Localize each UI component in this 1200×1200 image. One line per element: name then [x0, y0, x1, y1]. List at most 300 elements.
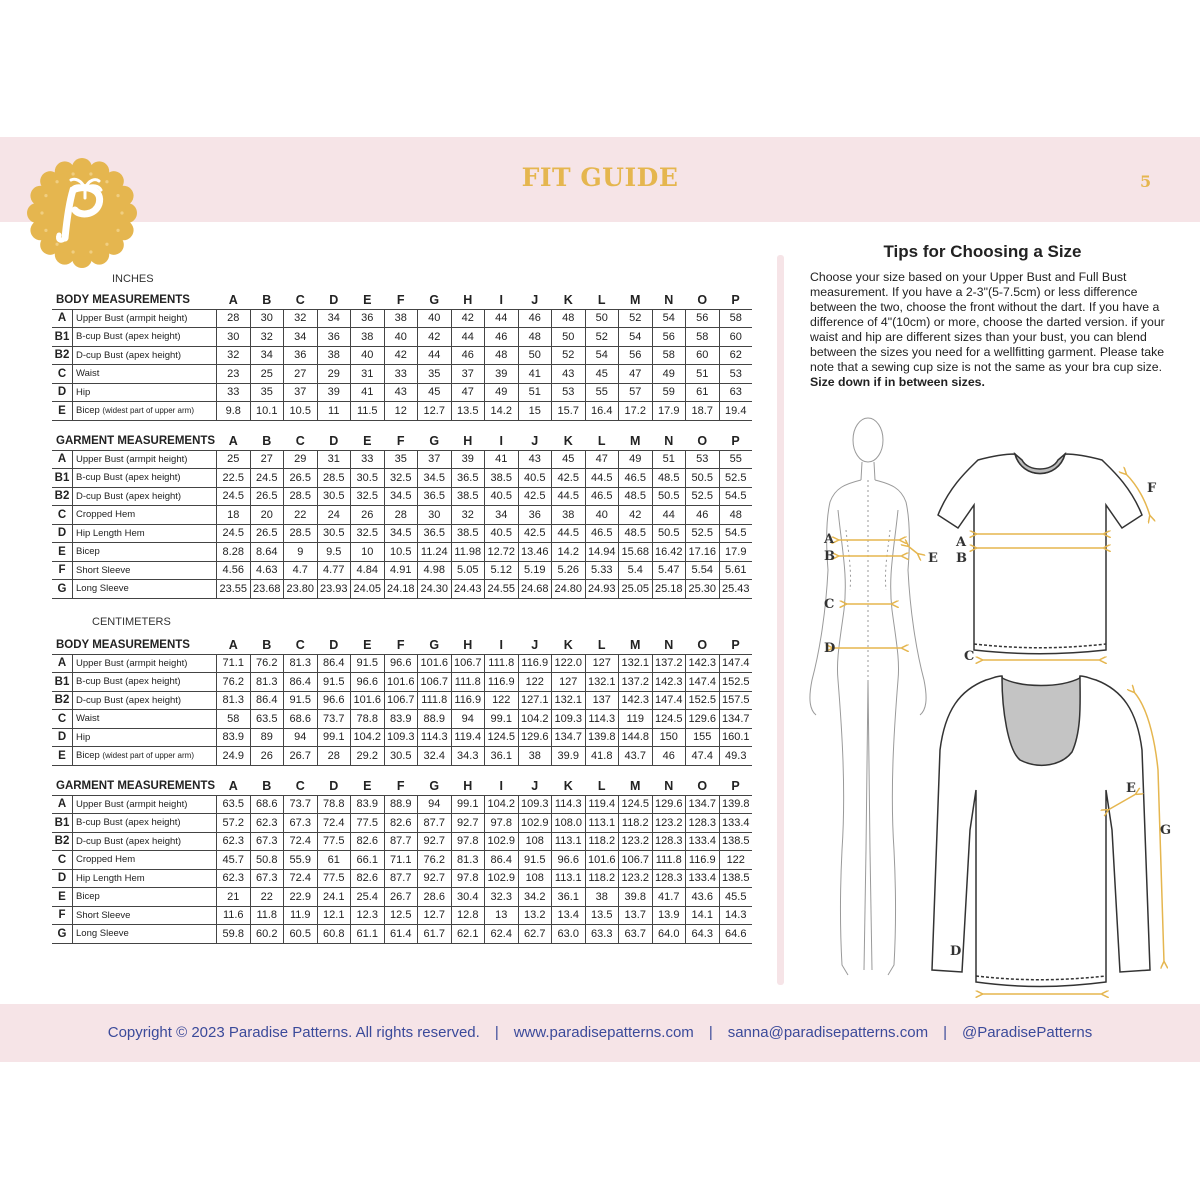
longsleeve-label-d: D — [950, 944, 962, 959]
measurement-cell: 127.1 — [518, 691, 552, 710]
measurement-cell: 56 — [652, 328, 686, 347]
measurement-cell: 82.6 — [384, 814, 418, 833]
measurement-cell: 12.72 — [485, 543, 519, 562]
measurement-cell: 50 — [585, 309, 619, 328]
table-row — [52, 580, 752, 599]
measurement-cell: 45 — [585, 365, 619, 384]
table-row — [52, 795, 752, 814]
measurement-cell: 24.5 — [217, 487, 251, 506]
measurement-cell: 23.55 — [217, 580, 251, 599]
measurement-cell: 17.2 — [619, 402, 653, 421]
footer-website-link[interactable]: www.paradisepatterns.com — [513, 1024, 694, 1041]
measurement-cell: 72.4 — [284, 832, 318, 851]
measurement-cell: 94 — [284, 728, 318, 747]
size-column-header: H — [451, 291, 485, 309]
measurement-cell: 12.5 — [384, 906, 418, 925]
measurement-cell: 102.9 — [485, 832, 519, 851]
measurement-cell: 119.4 — [451, 728, 485, 747]
measurement-cell: 122 — [485, 691, 519, 710]
measurement-cell: 13.2 — [518, 906, 552, 925]
table-row — [52, 832, 752, 851]
row-letter: G — [52, 925, 73, 944]
measurement-cell: 53 — [686, 450, 720, 469]
measurement-cell: 96.6 — [384, 654, 418, 673]
measurement-cell: 116.9 — [485, 673, 519, 692]
measurement-cell: 5.4 — [619, 561, 653, 580]
measurement-cell: 40.5 — [485, 487, 519, 506]
measurement-cell: 157.5 — [719, 691, 752, 710]
row-name-cell — [73, 580, 217, 599]
measurement-cell: 8.28 — [217, 543, 251, 562]
row-name: Hip — [76, 731, 91, 743]
measurement-cell: 27 — [284, 365, 318, 384]
measurement-cell: 109.3 — [518, 795, 552, 814]
table-header-title: GARMENT MEASUREMENTS — [52, 777, 217, 795]
tee-label-b: B — [956, 551, 967, 566]
table-row — [52, 906, 752, 925]
measurement-cell: 41 — [518, 365, 552, 384]
measurement-cell: 40.5 — [518, 469, 552, 488]
row-name-cell — [73, 346, 217, 365]
measurement-cell: 38 — [384, 309, 418, 328]
table-row — [52, 747, 752, 766]
size-column-header: E — [351, 777, 385, 795]
footer — [0, 1024, 1200, 1041]
measurement-cell: 32.5 — [351, 524, 385, 543]
measurement-cell: 76.2 — [250, 654, 284, 673]
measurement-cell: 24.1 — [317, 888, 351, 907]
measurement-cell: 14.1 — [686, 906, 720, 925]
measurement-cell: 127 — [585, 654, 619, 673]
size-column-header: B — [250, 432, 284, 450]
measurement-cell: 42.5 — [518, 524, 552, 543]
row-name-cell — [73, 450, 217, 469]
centimeters-label: CENTIMETERS — [92, 616, 171, 628]
measurement-cell: 43 — [552, 365, 586, 384]
measurement-cell: 8.64 — [250, 543, 284, 562]
measurement-cell: 134.7 — [686, 795, 720, 814]
measurement-cell: 54 — [619, 328, 653, 347]
figure-label-e: E — [928, 551, 938, 566]
measurement-cell: 77.5 — [317, 869, 351, 888]
measurement-cell: 60 — [719, 328, 752, 347]
measurement-cell: 137 — [585, 691, 619, 710]
row-name: Bicep — [76, 891, 100, 903]
measurement-cell: 12.8 — [451, 906, 485, 925]
measurement-cell: 67.3 — [250, 869, 284, 888]
measurement-cell: 25 — [250, 365, 284, 384]
measurement-cell: 26.5 — [250, 524, 284, 543]
measurement-cell: 34.5 — [384, 524, 418, 543]
row-name-cell — [73, 906, 217, 925]
measurement-cell: 92.7 — [418, 832, 452, 851]
table-row — [52, 814, 752, 833]
measurement-cell: 44 — [451, 328, 485, 347]
measurement-cell: 78.8 — [351, 710, 385, 729]
measurement-cell: 62.3 — [217, 832, 251, 851]
table-row — [52, 561, 752, 580]
measurement-cell: 54.5 — [719, 524, 752, 543]
row-letter: G — [52, 580, 73, 599]
measurement-cell: 4.98 — [418, 561, 452, 580]
measurement-cell: 58 — [686, 328, 720, 347]
row-letter: B2 — [52, 832, 73, 851]
measurement-cell: 46 — [652, 747, 686, 766]
measurement-cell: 63.0 — [552, 925, 586, 944]
figure-label-a: A — [824, 532, 835, 547]
measurement-cell: 43 — [518, 450, 552, 469]
measurement-cell: 138.5 — [719, 832, 752, 851]
measurement-cell: 51 — [518, 383, 552, 402]
measurement-cell: 86.4 — [317, 654, 351, 673]
measurement-cell: 50.5 — [652, 524, 686, 543]
measurement-cell: 45.7 — [217, 851, 251, 870]
measurement-cell: 119 — [619, 710, 653, 729]
measurement-cell: 81.3 — [217, 691, 251, 710]
size-column-header: M — [619, 291, 653, 309]
measurement-cell: 16.4 — [585, 402, 619, 421]
measurement-cell: 28.5 — [317, 469, 351, 488]
measurement-cell: 147.4 — [719, 654, 752, 673]
measurement-cell: 24.18 — [384, 580, 418, 599]
row-name: Upper Bust (armpit height) — [76, 657, 188, 669]
measurement-cell: 101.6 — [384, 673, 418, 692]
measurement-cell: 61.4 — [384, 925, 418, 944]
measurement-cell: 30.5 — [317, 487, 351, 506]
measurement-cell: 48 — [518, 328, 552, 347]
measurement-cell: 104.2 — [518, 710, 552, 729]
measurement-cell: 51 — [652, 450, 686, 469]
measurement-cell: 39 — [485, 365, 519, 384]
measurement-cell: 150 — [652, 728, 686, 747]
size-column-header: K — [552, 636, 586, 654]
measurement-cell: 62.7 — [518, 925, 552, 944]
measurement-cell: 73.7 — [317, 710, 351, 729]
row-name: Cropped Hem — [76, 854, 136, 866]
measurement-cell: 34 — [250, 346, 284, 365]
measurement-cell: 17.16 — [686, 543, 720, 562]
row-letter: D — [52, 383, 73, 402]
size-column-header: J — [518, 291, 552, 309]
row-letter: A — [52, 450, 73, 469]
measurement-cell: 106.7 — [451, 654, 485, 673]
measurement-cell: 15.7 — [552, 402, 586, 421]
measurement-cell: 87.7 — [418, 814, 452, 833]
measurement-cell: 133.4 — [686, 869, 720, 888]
measurement-cell: 62.1 — [451, 925, 485, 944]
measurement-cell: 34.2 — [518, 888, 552, 907]
measurement-cell: 26.7 — [284, 747, 318, 766]
measurement-cell: 56 — [619, 346, 653, 365]
measurement-cell: 44 — [485, 309, 519, 328]
size-column-header: C — [284, 432, 318, 450]
measurement-cell: 61 — [317, 851, 351, 870]
measurement-cell: 59.8 — [217, 925, 251, 944]
measurement-cell: 88.9 — [418, 710, 452, 729]
measurement-cell: 63.5 — [250, 710, 284, 729]
measurement-cell: 17.9 — [652, 402, 686, 421]
measurement-cell: 43 — [384, 383, 418, 402]
row-letter: B1 — [52, 469, 73, 488]
measurement-cell: 14.94 — [585, 543, 619, 562]
row-name-cell — [73, 888, 217, 907]
measurement-cell: 52.5 — [686, 487, 720, 506]
measurement-cell: 38 — [317, 346, 351, 365]
measurement-cell: 13 — [485, 906, 519, 925]
measurement-cell: 39 — [317, 383, 351, 402]
size-column-header: F — [384, 291, 418, 309]
measurement-cell: 18 — [217, 506, 251, 525]
measurement-cell: 101.6 — [351, 691, 385, 710]
measurement-cell: 77.5 — [351, 814, 385, 833]
table-row — [52, 506, 752, 525]
measurement-cell: 40 — [351, 346, 385, 365]
measurement-cell: 32 — [284, 309, 318, 328]
measurement-cell: 122 — [719, 851, 752, 870]
size-column-header: J — [518, 636, 552, 654]
table-header-title: BODY MEASUREMENTS — [52, 291, 217, 309]
measurement-cell: 12.1 — [317, 906, 351, 925]
measurement-cell: 77.5 — [317, 832, 351, 851]
measurement-cell: 106.7 — [384, 691, 418, 710]
measurement-cell: 47.4 — [686, 747, 720, 766]
measurement-cell: 132.1 — [552, 691, 586, 710]
size-column-header: L — [585, 432, 619, 450]
row-name-cell — [73, 795, 217, 814]
table-row — [52, 383, 752, 402]
measurement-cell: 86.4 — [485, 851, 519, 870]
measurement-cell: 132.1 — [585, 673, 619, 692]
row-name: D-cup Bust (apex height) — [76, 835, 182, 847]
measurement-cell: 35 — [384, 450, 418, 469]
measurement-cell: 36.5 — [418, 487, 452, 506]
row-name: Cropped Hem — [76, 509, 136, 521]
measurement-cell: 54.5 — [719, 487, 752, 506]
measurement-cell: 34.3 — [451, 747, 485, 766]
size-column-header: J — [518, 777, 552, 795]
measurement-cell: 38 — [351, 328, 385, 347]
measurement-cell: 111.8 — [418, 691, 452, 710]
measurement-cell: 38.5 — [451, 524, 485, 543]
measurement-cell: 55 — [719, 450, 752, 469]
measurement-cell: 96.6 — [351, 673, 385, 692]
row-name: Upper Bust (armpit height) — [76, 312, 188, 324]
measurement-cell: 9 — [284, 543, 318, 562]
measurement-cell: 28.6 — [418, 888, 452, 907]
measurement-cell: 72.4 — [317, 814, 351, 833]
measurement-cell: 33 — [217, 383, 251, 402]
table-row — [52, 469, 752, 488]
measurement-cell: 46 — [686, 506, 720, 525]
row-name: B-cup Bust (apex height) — [76, 817, 181, 829]
measurement-cell: 36.5 — [451, 469, 485, 488]
measurement-cell: 38.5 — [451, 487, 485, 506]
measurement-cell: 128.3 — [652, 832, 686, 851]
table-row — [52, 487, 752, 506]
size-column-header: F — [384, 432, 418, 450]
measurement-cell: 32 — [451, 506, 485, 525]
measurement-cell: 32 — [250, 328, 284, 347]
size-column-header: M — [619, 636, 653, 654]
measurement-cell: 108.0 — [552, 814, 586, 833]
row-name: Bicep — [76, 405, 100, 417]
size-column-header: O — [686, 636, 720, 654]
measurement-cell: 48.5 — [652, 469, 686, 488]
measurement-cell: 5.26 — [552, 561, 586, 580]
inches-body-measurements-table — [52, 291, 752, 421]
row-name-cell — [73, 747, 217, 766]
measurement-cell: 45 — [552, 450, 586, 469]
measurement-cell: 106.7 — [418, 673, 452, 692]
table-row — [52, 365, 752, 384]
measurement-cell: 13.4 — [552, 906, 586, 925]
measurement-cell: 42 — [418, 328, 452, 347]
measurement-cell: 116.9 — [686, 851, 720, 870]
row-letter: C — [52, 710, 73, 729]
measurement-cell: 49.3 — [719, 747, 752, 766]
measurement-cell: 72.4 — [284, 869, 318, 888]
measurement-cell: 139.8 — [719, 795, 752, 814]
row-letter: E — [52, 402, 73, 421]
row-letter: D — [52, 869, 73, 888]
measurement-cell: 42 — [451, 309, 485, 328]
row-name-cell — [73, 365, 217, 384]
measurement-cell: 12 — [384, 402, 418, 421]
size-column-header: I — [485, 291, 519, 309]
measurement-cell: 26.5 — [284, 469, 318, 488]
measurement-cell: 94 — [451, 710, 485, 729]
body-croquis — [810, 418, 926, 975]
size-column-header: H — [451, 636, 485, 654]
measurement-cell: 42.5 — [552, 469, 586, 488]
measurement-cell: 99.1 — [317, 728, 351, 747]
size-column-header: D — [317, 432, 351, 450]
measurement-cell: 102.9 — [485, 869, 519, 888]
measurement-cell: 28 — [317, 747, 351, 766]
measurement-cell: 19.4 — [719, 402, 752, 421]
measurement-cell: 129.6 — [652, 795, 686, 814]
measurement-cell: 24.68 — [518, 580, 552, 599]
measurement-cell: 44 — [418, 346, 452, 365]
measurement-cell: 68.6 — [284, 710, 318, 729]
size-column-header: N — [652, 432, 686, 450]
measurement-cell: 113.1 — [552, 832, 586, 851]
inches-garment-measurements-table — [52, 432, 752, 599]
measurement-cell: 16.42 — [652, 543, 686, 562]
measurement-cell: 36 — [284, 346, 318, 365]
measurement-cell: 32.4 — [418, 747, 452, 766]
measurement-cell: 11.24 — [418, 543, 452, 562]
measurement-cell: 94 — [418, 795, 452, 814]
measurement-cell: 38 — [518, 747, 552, 766]
figure-label-b: B — [824, 549, 835, 564]
measurement-cell: 62.3 — [250, 814, 284, 833]
measurement-cell: 123.2 — [619, 832, 653, 851]
measurement-cell: 26.5 — [250, 487, 284, 506]
size-column-header: K — [552, 777, 586, 795]
measurement-cell: 160.1 — [719, 728, 752, 747]
row-name: B-cup Bust (apex height) — [76, 676, 181, 688]
measurement-cell: 101.6 — [418, 654, 452, 673]
measurement-cell: 22.5 — [217, 469, 251, 488]
measurement-cell: 4.7 — [284, 561, 318, 580]
measurement-cell: 44.5 — [552, 524, 586, 543]
measurement-cell: 68.6 — [250, 795, 284, 814]
measurement-cell: 111.8 — [652, 851, 686, 870]
tips-paragraph: Choose your size based on your Upper Bust and Full Bust measurement. If you have a 2-3"(5-7.5cm) or less difference between the two, choose the front without the dart. If you have a difference of 4"(10cm) or more, choose the darted version. if your waist and hip are different sizes than your bust, you can blend between the sizes you need for a wellfitting garment. Please take note that a sewing cup size is not the same as your bra cup size. — [810, 270, 1165, 374]
row-name-cell — [73, 561, 217, 580]
column-divider — [777, 255, 784, 985]
measurement-cell: 11.8 — [250, 906, 284, 925]
measurement-cell: 76.2 — [418, 851, 452, 870]
row-name-cell — [73, 814, 217, 833]
table-row — [52, 524, 752, 543]
measurement-cell: 5.33 — [585, 561, 619, 580]
measurement-cell: 30 — [418, 506, 452, 525]
measurement-cell: 48.5 — [619, 524, 653, 543]
measurement-cell: 91.5 — [351, 654, 385, 673]
measurement-cell: 10.5 — [284, 402, 318, 421]
measurement-cell: 40.5 — [485, 524, 519, 543]
size-column-header: H — [451, 432, 485, 450]
measurement-cell: 50 — [518, 346, 552, 365]
measurement-cell: 97.8 — [451, 869, 485, 888]
row-name: Short Sleeve — [76, 909, 131, 921]
size-column-header: L — [585, 636, 619, 654]
measurement-cell: 138.5 — [719, 869, 752, 888]
measurement-cell: 34 — [317, 309, 351, 328]
measurement-cell: 147.4 — [686, 673, 720, 692]
size-column-header: F — [384, 636, 418, 654]
size-column-header: A — [217, 291, 251, 309]
measurement-cell: 122.0 — [552, 654, 586, 673]
footer-email-link[interactable]: sanna@paradisepatterns.com — [727, 1024, 929, 1041]
measurement-cell: 18.7 — [686, 402, 720, 421]
measurement-cell: 81.3 — [250, 673, 284, 692]
table-row — [52, 673, 752, 692]
measurement-cell: 63.7 — [619, 925, 653, 944]
measurement-cell: 28.5 — [284, 487, 318, 506]
measurement-cell: 73.7 — [284, 795, 318, 814]
measurement-cell: 34.5 — [384, 487, 418, 506]
size-column-header: B — [250, 777, 284, 795]
measurement-cell: 102.9 — [518, 814, 552, 833]
measurement-cell: 24.80 — [552, 580, 586, 599]
measurement-cell: 39.9 — [552, 747, 586, 766]
row-name-cell — [73, 710, 217, 729]
row-name-cell — [73, 925, 217, 944]
measurement-cell: 13.5 — [585, 906, 619, 925]
measurement-cell: 4.56 — [217, 561, 251, 580]
measurement-cell: 31 — [317, 450, 351, 469]
measurement-cell: 109.3 — [384, 728, 418, 747]
inches-label: INCHES — [112, 273, 154, 285]
measurement-cell: 51 — [686, 365, 720, 384]
measurement-cell: 33 — [351, 450, 385, 469]
footer-social-handle[interactable]: @ParadisePatterns — [961, 1024, 1093, 1041]
table-row — [52, 346, 752, 365]
measurement-cell: 14.2 — [552, 543, 586, 562]
row-name: Bicep — [76, 546, 100, 558]
measurement-cell: 60.8 — [317, 925, 351, 944]
row-name: Short Sleeve — [76, 564, 131, 576]
row-name-cell — [73, 487, 217, 506]
tips-title: Tips for Choosing a Size — [883, 242, 1082, 261]
measurement-cell: 87.7 — [384, 869, 418, 888]
measurement-cell: 108 — [518, 832, 552, 851]
row-letter: A — [52, 795, 73, 814]
measurement-cell: 13.46 — [518, 543, 552, 562]
